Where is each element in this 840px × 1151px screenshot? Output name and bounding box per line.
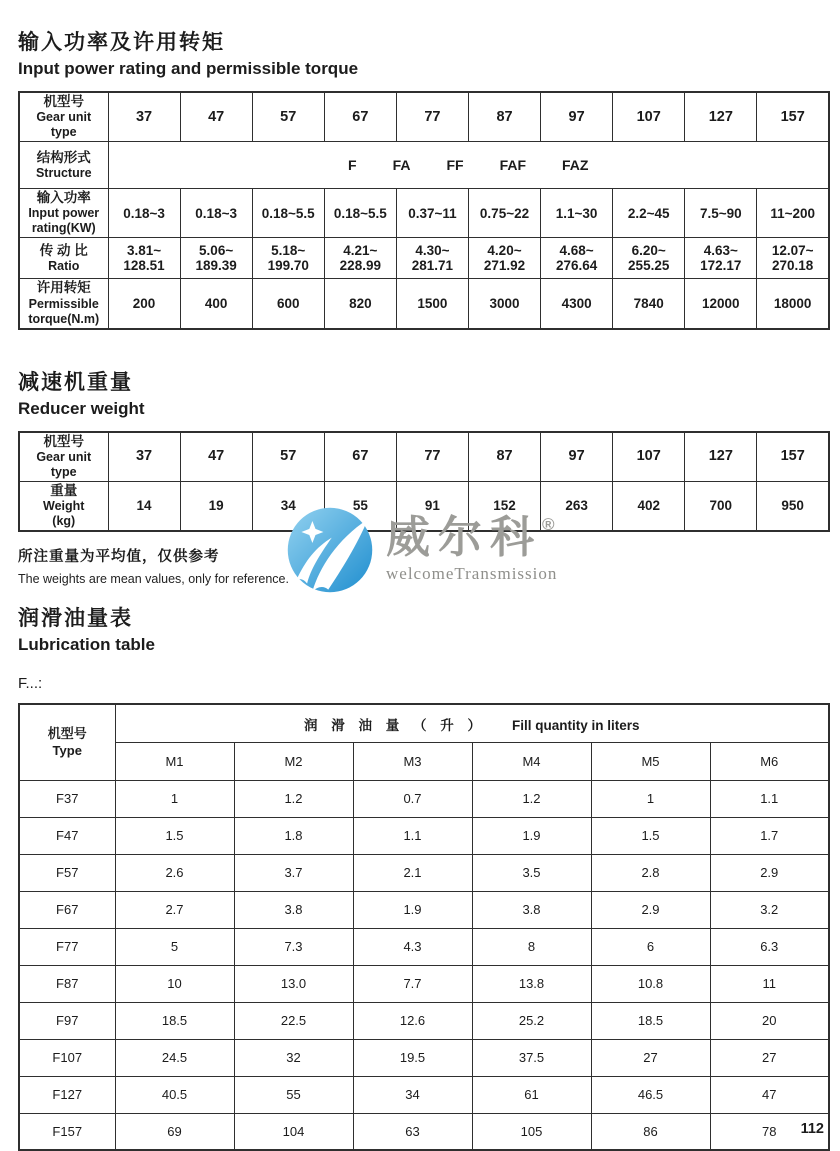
lube-m-header: M6 — [710, 742, 829, 780]
input-power-cell: 0.18~3 — [108, 189, 180, 238]
section3-title-zh: 润滑油量表 — [18, 607, 133, 631]
weight-cell: 55 — [324, 481, 396, 531]
lube-type-cell: F127 — [19, 1076, 115, 1113]
lube-m-header: M4 — [472, 742, 591, 780]
gear-type-cell: 107 — [613, 92, 685, 142]
lube-type-cell: F107 — [19, 1039, 115, 1076]
lube-value-cell: 10 — [115, 965, 234, 1002]
series-prefix: F...: — [18, 675, 43, 693]
section3-title-en: Lubrication table — [18, 635, 155, 655]
lube-value-cell: 3.7 — [234, 854, 353, 891]
table-row — [19, 142, 829, 189]
gear-type-cell: 57 — [252, 432, 324, 482]
lube-value-cell: 2.9 — [710, 854, 829, 891]
lube-group-header-en: Fill quantity in liters — [512, 717, 640, 733]
gear-type-cell: 157 — [757, 432, 829, 482]
table-row — [19, 189, 829, 238]
table-row — [19, 1002, 829, 1039]
lube-value-cell: 1.9 — [472, 817, 591, 854]
lube-value-cell: 47 — [710, 1076, 829, 1113]
lube-value-cell: 2.1 — [353, 854, 472, 891]
table-row — [19, 780, 829, 817]
lube-value-cell: 104 — [234, 1113, 353, 1150]
lube-value-cell: 1.2 — [234, 780, 353, 817]
input-power-cell: 0.75~22 — [468, 189, 540, 238]
lube-value-cell: 1.1 — [353, 817, 472, 854]
lube-value-cell: 6.3 — [710, 928, 829, 965]
structure-values-cell — [108, 142, 829, 189]
lube-value-cell: 78 — [710, 1113, 829, 1150]
section2-title-zh: 减速机重量 — [18, 370, 133, 394]
table-row — [19, 965, 829, 1002]
lube-type-cell: F97 — [19, 1002, 115, 1039]
lube-value-cell: 3.2 — [710, 891, 829, 928]
brand-logo-text — [386, 513, 558, 584]
lube-value-cell: 105 — [472, 1113, 591, 1150]
gear-type-cell: 127 — [685, 432, 757, 482]
ratio-cell: 6.20~ 255.25 — [613, 238, 685, 279]
input-power-cell: 0.18~3 — [180, 189, 252, 238]
section1-title-en: Input power rating and permissible torque — [18, 59, 359, 78]
ratio-cell: 3.81~ 128.51 — [108, 238, 180, 279]
ratio-cell: 4.30~ 281.71 — [396, 238, 468, 279]
input-power-cell: 0.18~5.5 — [252, 189, 324, 238]
weight-cell: 91 — [396, 481, 468, 531]
weight-note-en: The weights are mean values, only for reference. — [18, 572, 289, 587]
table-row — [19, 854, 829, 891]
lube-value-cell: 1 — [591, 780, 710, 817]
lube-value-cell: 55 — [234, 1076, 353, 1113]
gear-type-cell: 127 — [685, 92, 757, 142]
structure-value: FF — [446, 157, 464, 174]
torque-cell: 200 — [108, 279, 180, 329]
lube-type-cell: F37 — [19, 780, 115, 817]
torque-cell: 18000 — [757, 279, 829, 329]
lube-value-cell: 1.9 — [353, 891, 472, 928]
gear-type-cell: 67 — [324, 92, 396, 142]
lube-value-cell: 2.8 — [591, 854, 710, 891]
lube-value-cell: 40.5 — [115, 1076, 234, 1113]
gear-type-cell: 47 — [180, 92, 252, 142]
structure-values — [111, 157, 827, 173]
lube-value-cell: 7.3 — [234, 928, 353, 965]
input-power-cell: 0.18~5.5 — [324, 189, 396, 238]
lube-value-cell: 20 — [710, 1002, 829, 1039]
lube-value-cell: 12.6 — [353, 1002, 472, 1039]
ratio-cell: 12.07~ 270.18 — [757, 238, 829, 279]
lube-value-cell: 4.3 — [353, 928, 472, 965]
gear-type-cell: 37 — [108, 432, 180, 482]
section1-title-zh: 输入功率及许用转矩 — [18, 31, 225, 54]
weight-cell: 402 — [613, 481, 685, 531]
gear-type-cell: 77 — [396, 92, 468, 142]
lube-value-cell: 61 — [472, 1076, 591, 1113]
gear-type-cell: 87 — [468, 92, 540, 142]
lube-m-header: M1 — [115, 742, 234, 780]
torque-cell: 7840 — [613, 279, 685, 329]
torque-cell: 3000 — [468, 279, 540, 329]
torque-cell: 600 — [252, 279, 324, 329]
table-row — [19, 1076, 829, 1113]
lube-value-cell: 7.7 — [353, 965, 472, 1002]
row-label: 机型号 Gear unit type — [19, 92, 108, 142]
gear-type-cell: 107 — [613, 432, 685, 482]
lube-value-cell: 11 — [710, 965, 829, 1002]
gear-type-cell: 37 — [108, 92, 180, 142]
lube-value-cell: 2.7 — [115, 891, 234, 928]
lube-value-cell: 22.5 — [234, 1002, 353, 1039]
table-row — [19, 1113, 829, 1150]
table-row — [19, 432, 829, 482]
lubrication-table — [18, 703, 830, 1151]
lube-value-cell: 1 — [115, 780, 234, 817]
power-table-body — [19, 92, 829, 329]
weight-cell: 19 — [180, 481, 252, 531]
input-power-cell: 2.2~45 — [613, 189, 685, 238]
lube-value-cell: 86 — [591, 1113, 710, 1150]
page-number: 112 — [800, 1121, 824, 1137]
lube-value-cell: 3.8 — [472, 891, 591, 928]
lube-value-cell: 2.6 — [115, 854, 234, 891]
lubrication-table-body — [19, 704, 829, 1150]
row-label: 机型号 Gear unit type — [19, 432, 108, 482]
lube-value-cell: 1.2 — [472, 780, 591, 817]
lube-value-cell: 10.8 — [591, 965, 710, 1002]
lube-value-cell: 25.2 — [472, 1002, 591, 1039]
lube-type-cell: F157 — [19, 1113, 115, 1150]
weight-cell: 34 — [252, 481, 324, 531]
lube-type-cell: F67 — [19, 891, 115, 928]
structure-value: FAZ — [562, 157, 589, 174]
registered-mark: ® — [542, 515, 555, 534]
gear-type-cell: 47 — [180, 432, 252, 482]
structure-value: FAF — [499, 157, 527, 174]
ratio-cell: 4.21~ 228.99 — [324, 238, 396, 279]
lube-value-cell: 0.7 — [353, 780, 472, 817]
lube-m-header: M5 — [591, 742, 710, 780]
torque-cell: 12000 — [685, 279, 757, 329]
row-label: 传 动 比 Ratio — [19, 238, 108, 279]
lube-value-cell: 27 — [591, 1039, 710, 1076]
row-label: 结构形式 Structure — [19, 142, 108, 189]
brand-name-zh: 威尔科® — [386, 513, 555, 562]
lube-value-cell: 46.5 — [591, 1076, 710, 1113]
lube-value-cell: 6 — [591, 928, 710, 965]
gear-type-cell: 157 — [757, 92, 829, 142]
lube-value-cell: 18.5 — [591, 1002, 710, 1039]
torque-cell: 1500 — [396, 279, 468, 329]
lube-type-cell: F87 — [19, 965, 115, 1002]
table-row — [19, 238, 829, 279]
lube-value-cell: 13.8 — [472, 965, 591, 1002]
table-row — [19, 279, 829, 329]
gear-type-cell: 87 — [468, 432, 540, 482]
table-row — [19, 704, 829, 742]
structure-value: F — [348, 157, 357, 174]
row-label: 重量 Weight (kg) — [19, 481, 108, 531]
input-power-cell: 11~200 — [757, 189, 829, 238]
ratio-cell: 5.18~ 199.70 — [252, 238, 324, 279]
ratio-cell: 4.63~ 172.17 — [685, 238, 757, 279]
weight-cell: 700 — [685, 481, 757, 531]
lube-value-cell: 1.8 — [234, 817, 353, 854]
lube-group-header — [115, 704, 829, 742]
table-row — [19, 1039, 829, 1076]
lube-col-header: 机型号 Type — [19, 704, 115, 780]
lube-value-cell: 37.5 — [472, 1039, 591, 1076]
lube-value-cell: 34 — [353, 1076, 472, 1113]
lube-m-header: M2 — [234, 742, 353, 780]
lube-value-cell: 5 — [115, 928, 234, 965]
table-row — [19, 891, 829, 928]
lube-value-cell: 13.0 — [234, 965, 353, 1002]
lube-value-cell: 2.9 — [591, 891, 710, 928]
table-row — [19, 742, 829, 780]
gear-type-cell: 77 — [396, 432, 468, 482]
lube-type-cell: F77 — [19, 928, 115, 965]
ratio-cell: 4.20~ 271.92 — [468, 238, 540, 279]
lube-value-cell: 18.5 — [115, 1002, 234, 1039]
lube-value-cell: 27 — [710, 1039, 829, 1076]
row-label: 输入功率 Input power rating(KW) — [19, 189, 108, 238]
table-row — [19, 817, 829, 854]
lube-type-cell: F47 — [19, 817, 115, 854]
weight-cell: 950 — [757, 481, 829, 531]
gear-type-cell: 57 — [252, 92, 324, 142]
lube-value-cell: 1.7 — [710, 817, 829, 854]
lube-value-cell: 32 — [234, 1039, 353, 1076]
lube-value-cell: 1.5 — [115, 817, 234, 854]
lube-value-cell: 8 — [472, 928, 591, 965]
ratio-cell: 4.68~ 276.64 — [541, 238, 613, 279]
input-power-cell: 7.5~90 — [685, 189, 757, 238]
lube-m-header: M3 — [353, 742, 472, 780]
lube-group-header-zh: 润 滑 油 量 （ 升 ） — [303, 717, 486, 733]
lube-value-cell: 1.1 — [710, 780, 829, 817]
table-row — [19, 92, 829, 142]
weight-cell: 263 — [541, 481, 613, 531]
input-power-cell: 0.37~11 — [396, 189, 468, 238]
brand-logo — [286, 506, 557, 594]
power-table — [18, 91, 830, 330]
lube-value-cell: 3.5 — [472, 854, 591, 891]
torque-cell: 820 — [324, 279, 396, 329]
row-label: 许用转矩 Permissible torque(N.m) — [19, 279, 108, 329]
weight-cell: 152 — [468, 481, 540, 531]
input-power-cell: 1.1~30 — [541, 189, 613, 238]
gear-type-cell: 97 — [541, 432, 613, 482]
brand-logo-mark-icon — [286, 506, 374, 594]
torque-cell: 400 — [180, 279, 252, 329]
weight-note-zh: 所注重量为平均值，仅供参考 — [18, 549, 220, 566]
brand-name-en: welcomeTransmission — [386, 564, 558, 583]
lube-value-cell: 1.5 — [591, 817, 710, 854]
torque-cell: 4300 — [541, 279, 613, 329]
lube-value-cell: 19.5 — [353, 1039, 472, 1076]
section2-title-en: Reducer weight — [18, 398, 145, 418]
structure-value: FA — [392, 157, 411, 174]
gear-type-cell: 97 — [541, 92, 613, 142]
lube-value-cell: 24.5 — [115, 1039, 234, 1076]
lube-type-cell: F57 — [19, 854, 115, 891]
ratio-cell: 5.06~ 189.39 — [180, 238, 252, 279]
lube-value-cell: 69 — [115, 1113, 234, 1150]
table-row — [19, 928, 829, 965]
lube-value-cell: 63 — [353, 1113, 472, 1150]
weight-cell: 14 — [108, 481, 180, 531]
gear-type-cell: 67 — [324, 432, 396, 482]
lube-value-cell: 3.8 — [234, 891, 353, 928]
